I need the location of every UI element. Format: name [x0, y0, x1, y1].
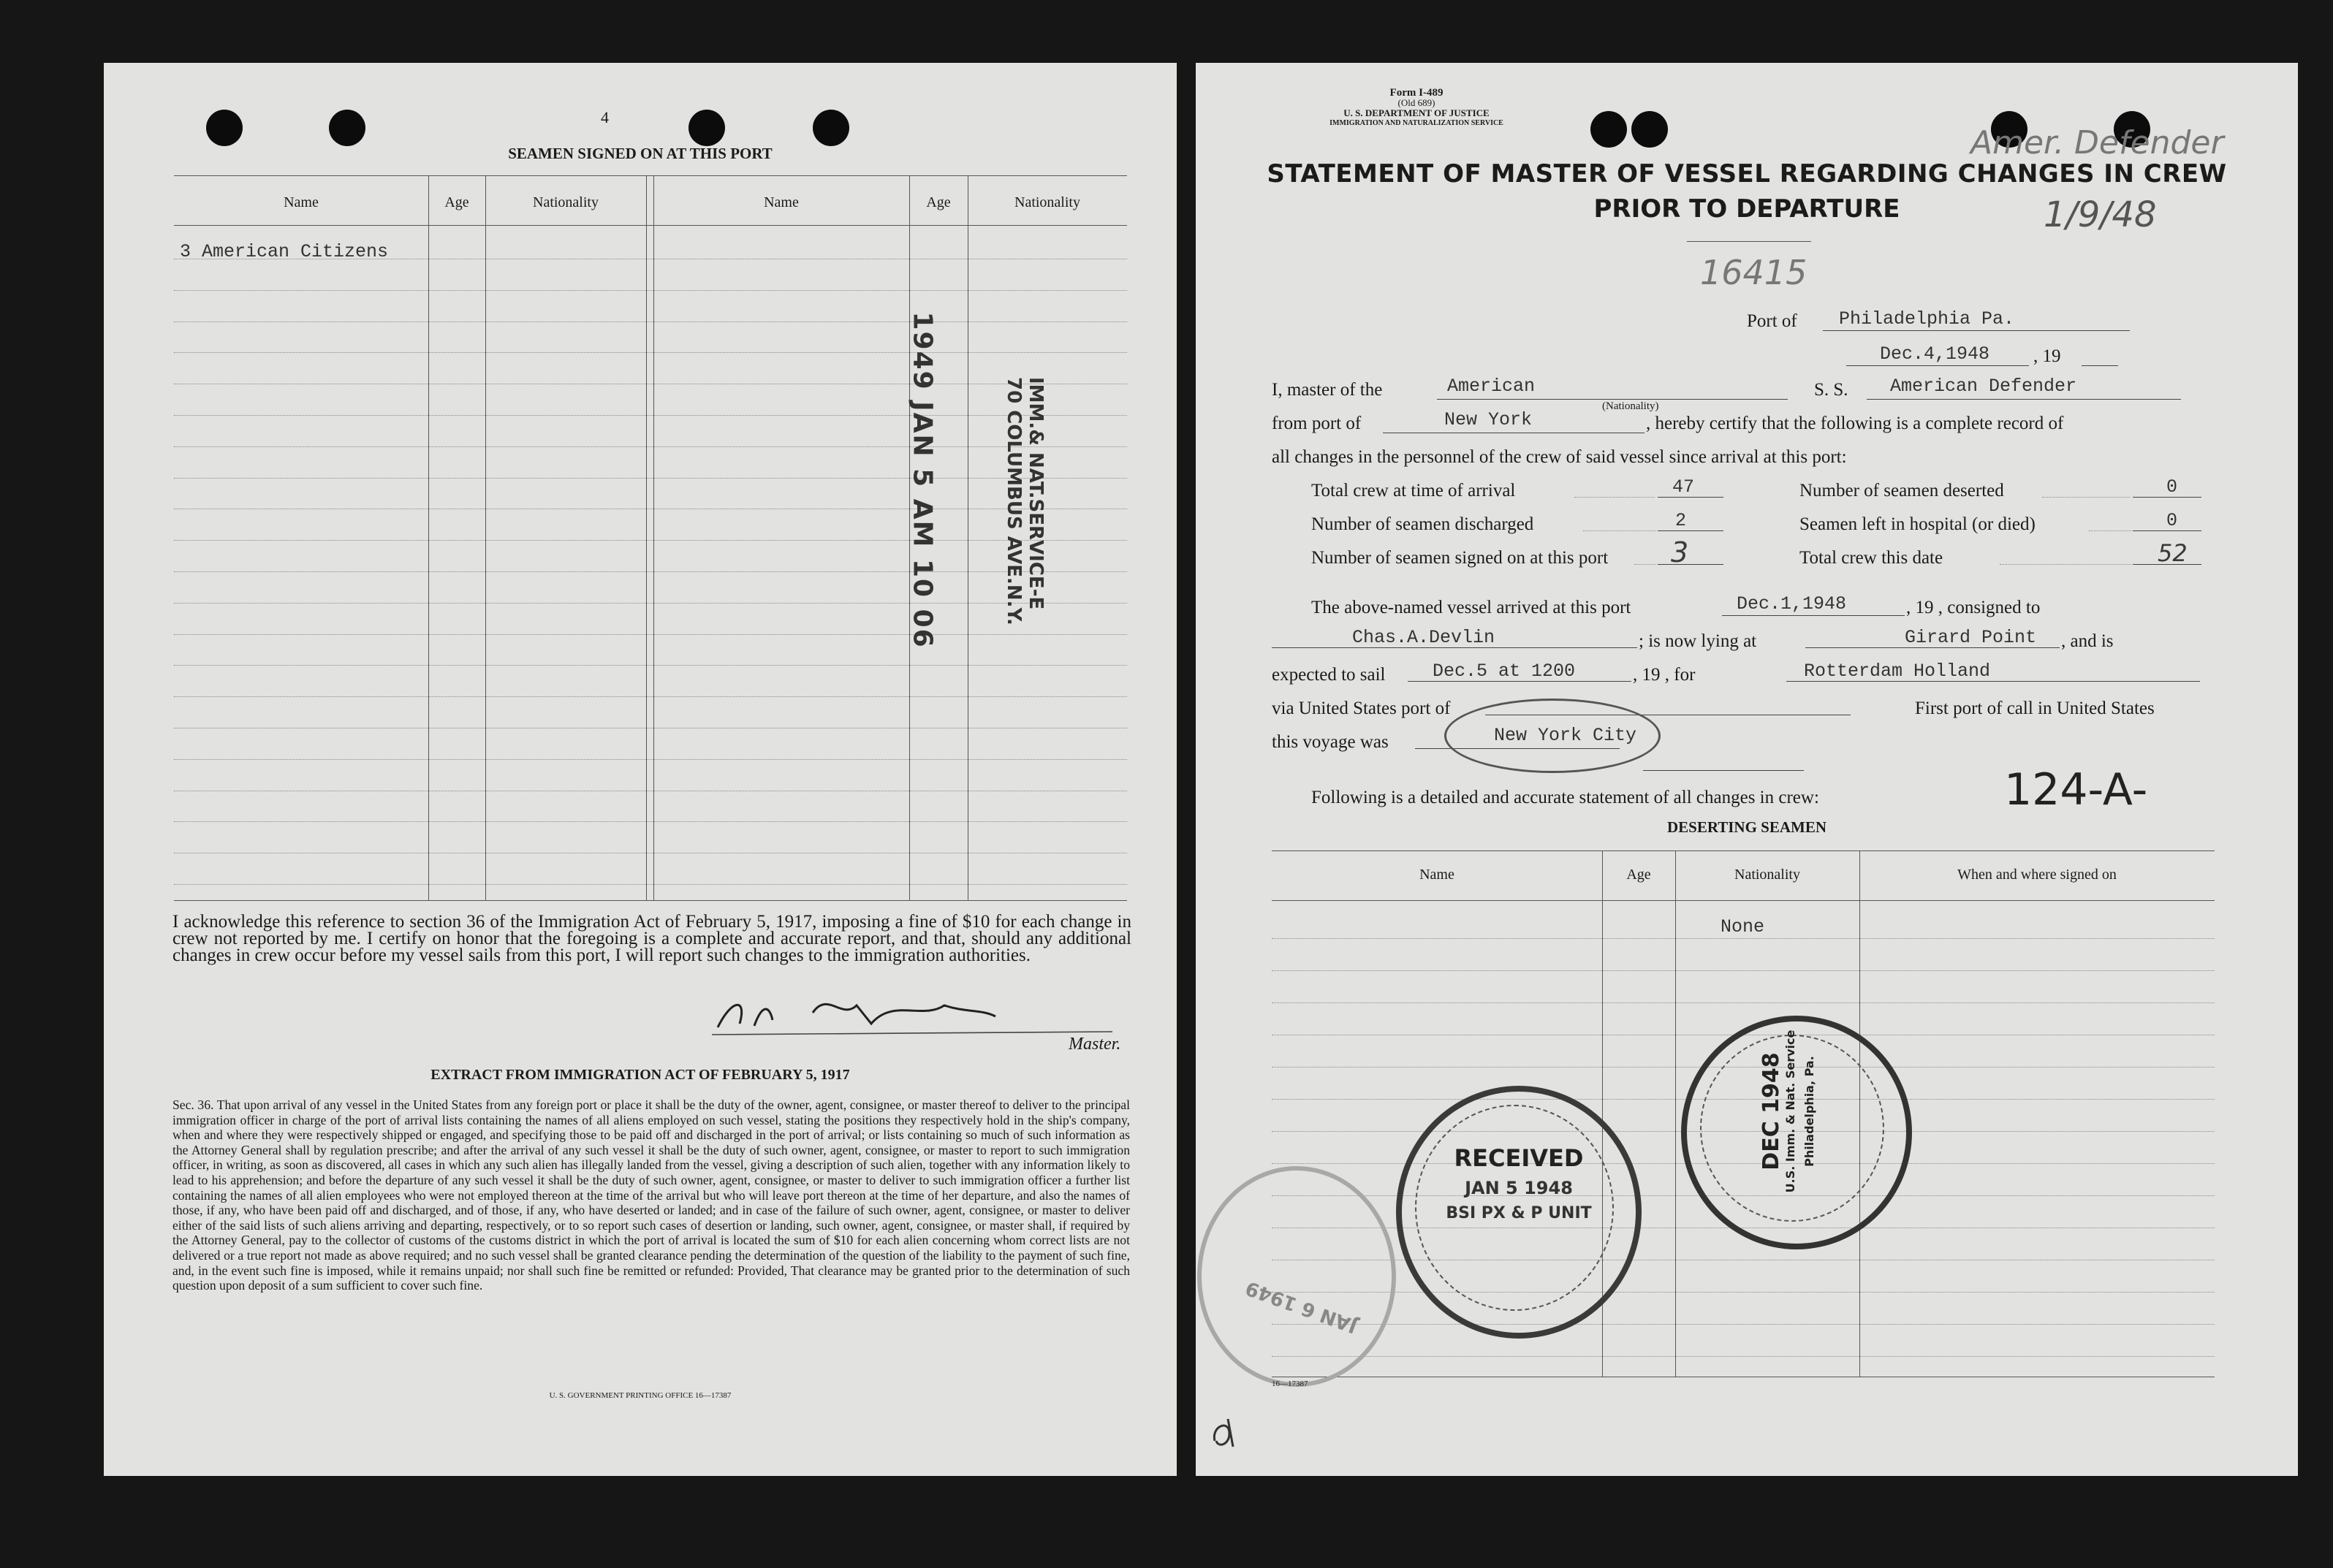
column-header-name-2: Name	[764, 194, 799, 210]
stat-label-hospital: Seamen left in hospital (or died)	[1799, 514, 2036, 534]
deserting-row-rule	[1272, 1002, 2215, 1003]
received-stamp-label: RECEIVED	[1454, 1144, 1584, 1172]
deserting-row-rule	[1272, 1292, 2215, 1293]
table-row-rule	[174, 478, 1127, 479]
stat-label-arrival: Total crew at time of arrival	[1311, 481, 1516, 501]
table-row-rule	[174, 759, 1127, 760]
extract-body: Sec. 36. That upon arrival of any vessel in the United States from any foreign port or place it shall be the duty of the owner, agent, consignee, or master thereof to deliver to the principal immigration officer in charge of the port of arrival lists containing the names of all aliens employed on such vessel, stating the positions they respectively hold in the ship's company, when and where they were respectively shipped or engaged, and specifying those to be paid off and discharged in the port of arrival; or lists containing so much of such information as the Attorney General shall by regulation prescribe; and after the arrival of any such vessel it shall be the duty of such owner, agent, consignee, or master to report to such immigration officer, in writing, as soon as discovered, all cases in which any such alien has illegally landed from the vessel, giving a description of such alien, together with any information likely to lead to his apprehension; and before the departure of any such vessel it shall be the duty of such owner, agent, consignee, or master to deliver to such immigration officer a further list containing the names of all alien employees who were not employed thereon at the time of the arrival but who will leave port thereon at the time of her departure, and also the names of those, if any, who have been paid off and discharged, and of those, if any, who have deserted or landed; and in case of the failure of such owner, agent, consignee, or master to deliver either of the said lists of such aliens arriving and departing, respectively, or to so report such cases of desertion or landing, such owner, agent, consignee, or master shall, if required by the Attorney General, pay to the collector of customs of the customs district in which the port of arrival is located the sum of $10 for each alien concerning whom correct lists are not delivered or a true report not made as above required; and no such vessel shall be granted clearance pending the determination of the question of the liability to the payment of such fine, and, in the event such fine is imposed, while it remains unpaid; nor shall such fine be remitted or refunded: Provided, That clearance may be granted prior to the determination of such question upon deposit of a sum sufficient to cover such fine.	[172, 1097, 1130, 1293]
dec-stamp-city: Philadelphia, Pa.	[1802, 1056, 1816, 1167]
table-row-rule	[174, 634, 1127, 635]
table-row-rule	[174, 571, 1127, 572]
deserting-header-nationality: Nationality	[1734, 867, 1800, 883]
deserting-row-rule	[1272, 1356, 2215, 1357]
via-label: via United States port of	[1272, 699, 1451, 718]
punch-hole	[813, 110, 849, 146]
destination-value: Rotterdam Holland	[1804, 661, 1991, 682]
lying-value: Girard Point	[1905, 627, 2037, 648]
dec-stamp-date: DEC 1948	[1759, 1052, 1784, 1171]
nationality-caption: (Nationality)	[1602, 400, 1659, 412]
table-row-rule	[174, 415, 1127, 416]
deserting-row-rule	[1272, 970, 2215, 971]
expected-value: Dec.5 at 1200	[1433, 661, 1576, 682]
stat-value-total: 52	[2158, 539, 2188, 567]
printing-code: 16—17387	[1272, 1379, 1308, 1388]
punch-hole	[329, 110, 365, 146]
table-row-rule	[174, 352, 1127, 353]
handwritten-number: 16415	[1700, 253, 1807, 292]
deserting-row-rule	[1272, 1324, 2215, 1325]
department-name: U. S. DEPARTMENT OF JUSTICE	[1343, 107, 1490, 118]
form-number: Form I-489	[1389, 87, 1444, 99]
expected-label: expected to sail	[1272, 665, 1386, 685]
first-port-value: New York City	[1494, 725, 1637, 746]
stat-value-signed-on: 3	[1671, 536, 1689, 568]
column-header-nationality: Nationality	[533, 194, 599, 210]
stat-value-arrival: 47	[1672, 476, 1695, 498]
all-changes-text: all changes in the personnel of the crew of said vessel since arrival at this port:	[1272, 447, 1847, 467]
port-label: Port of	[1747, 311, 1797, 331]
table-row-rule	[174, 603, 1127, 604]
master-signature	[703, 983, 1134, 1042]
form-title: STATEMENT OF MASTER OF VESSEL REGARDING CHANGES IN CREW	[1267, 159, 2227, 189]
stat-value-hospital: 0	[2166, 510, 2178, 531]
deserting-header-signed-on: When and where signed on	[1957, 867, 2117, 883]
handwritten-code: 124-A-	[2004, 764, 2148, 815]
date-suffix: , 19	[2033, 346, 2061, 366]
for-label: , 19 , for	[1633, 665, 1696, 685]
from-port-label: from port of	[1272, 414, 1362, 433]
lying-label: ; is now lying at	[1639, 631, 1757, 651]
table-row-rule	[174, 884, 1127, 885]
handwritten-vessel: Amer. Defender	[1970, 124, 2224, 161]
master-label: Master.	[1069, 1035, 1121, 1054]
stat-label-total: Total crew this date	[1799, 548, 1943, 568]
master-of-label: I, master of the	[1272, 380, 1383, 400]
certify-text: , hereby certify that the following is a complete record of	[1646, 414, 2064, 433]
table-row-rule	[174, 321, 1127, 322]
first-port-label: First port of call in United States	[1915, 699, 2155, 718]
deserting-row-rule	[1272, 938, 2215, 939]
and-is-text: , and is	[2061, 631, 2114, 651]
faded-stamp-date: JAN 6 1949	[1243, 1276, 1360, 1337]
right-page	[1196, 63, 2298, 1476]
nationality-value: American	[1447, 376, 1536, 397]
arrived-label: The above-named vessel arrived at this port	[1311, 598, 1631, 617]
column-header-nationality-2: Nationality	[1014, 194, 1080, 210]
port-value: Philadelphia Pa.	[1839, 308, 2015, 330]
stamp-date-text: 1949 JAN 5 AM 10 06	[907, 311, 938, 649]
page-number: 4	[601, 108, 609, 126]
arrived-value: Dec.1,1948	[1737, 593, 1847, 614]
table-row-rule	[174, 446, 1127, 447]
column-header-name: Name	[284, 194, 319, 210]
table-title: SEAMEN SIGNED ON AT THIS PORT	[508, 145, 773, 162]
dec-stamp-office: U.S. Imm. & Nat. Service	[1783, 1030, 1797, 1193]
ss-label: S. S.	[1814, 380, 1848, 400]
stat-label-discharged: Number of seamen discharged	[1311, 514, 1534, 534]
consignee-value: Chas.A.Devlin	[1352, 627, 1495, 648]
service-name: IMMIGRATION AND NATURALIZATION SERVICE	[1329, 119, 1503, 127]
received-stamp-unit: BSI PX & P UNIT	[1446, 1204, 1592, 1222]
table-row-rule	[174, 665, 1127, 666]
form-header	[1278, 88, 1555, 129]
deserting-header-age: Age	[1626, 867, 1651, 883]
ship-name: American Defender	[1890, 376, 2077, 397]
stat-value-deserted: 0	[2166, 476, 2178, 498]
punch-hole	[1590, 111, 1627, 148]
table-row-rule	[174, 290, 1127, 291]
punch-hole	[1631, 111, 1668, 148]
deserting-title: DESERTING SEAMEN	[1666, 818, 1827, 836]
following-text: Following is a detailed and accurate statement of all changes in crew:	[1311, 788, 1819, 807]
form-old: (Old 689)	[1397, 97, 1435, 108]
consigned-label: , 19 , consigned to	[1906, 598, 2041, 617]
handwritten-date: 1/9/48	[2044, 194, 2157, 235]
printing-office: U. S. GOVERNMENT PRINTING OFFICE 16—17387	[549, 1391, 732, 1400]
stamp-office-line1: IMM.& NAT.SERVICE-E	[1025, 377, 1047, 610]
certification-text: I acknowledge this reference to section 36 of the Immigration Act of February 5, 1917, imposing a fine of $10 for each change in crew not reported by me. I certify on honor that the foregoing is a complete and accurate report, and that, should any additional changes in crew occur before my vessel sails from this port, I will report such changes to the immigration authorities.	[172, 912, 1131, 965]
extract-title: EXTRACT FROM IMMIGRATION ACT OF FEBRUARY 5, 1917	[430, 1067, 850, 1083]
stat-value-discharged: 2	[1675, 510, 1687, 531]
table-row-rule	[174, 821, 1127, 822]
received-stamp-date: JAN 5 1948	[1465, 1178, 1573, 1198]
column-header-age: Age	[444, 194, 469, 210]
left-page	[104, 63, 1177, 1476]
punch-hole	[206, 110, 243, 146]
stat-label-signed-on: Number of seamen signed on at this port	[1311, 548, 1609, 568]
this-voyage-label: this voyage was	[1272, 732, 1389, 752]
column-header-age-2: Age	[926, 194, 951, 210]
stamp-office-line2: 70 COLUMBUS AVE.N.Y.	[1003, 377, 1025, 625]
punch-hole	[688, 110, 725, 146]
stat-label-deserted: Number of seamen deserted	[1799, 481, 2004, 501]
table-row-rule	[174, 540, 1127, 541]
table-row-rule	[174, 696, 1127, 697]
deserting-entry: None	[1721, 916, 1765, 937]
deserting-header-name: Name	[1419, 867, 1454, 883]
table-row-entry: 3 American Citizens	[180, 241, 389, 262]
handwritten-mark	[1207, 1412, 1244, 1455]
date-value: Dec.4,1948	[1880, 343, 1990, 365]
form-subtitle: PRIOR TO DEPARTURE	[1593, 194, 1900, 224]
from-port-value: New York	[1444, 409, 1533, 430]
